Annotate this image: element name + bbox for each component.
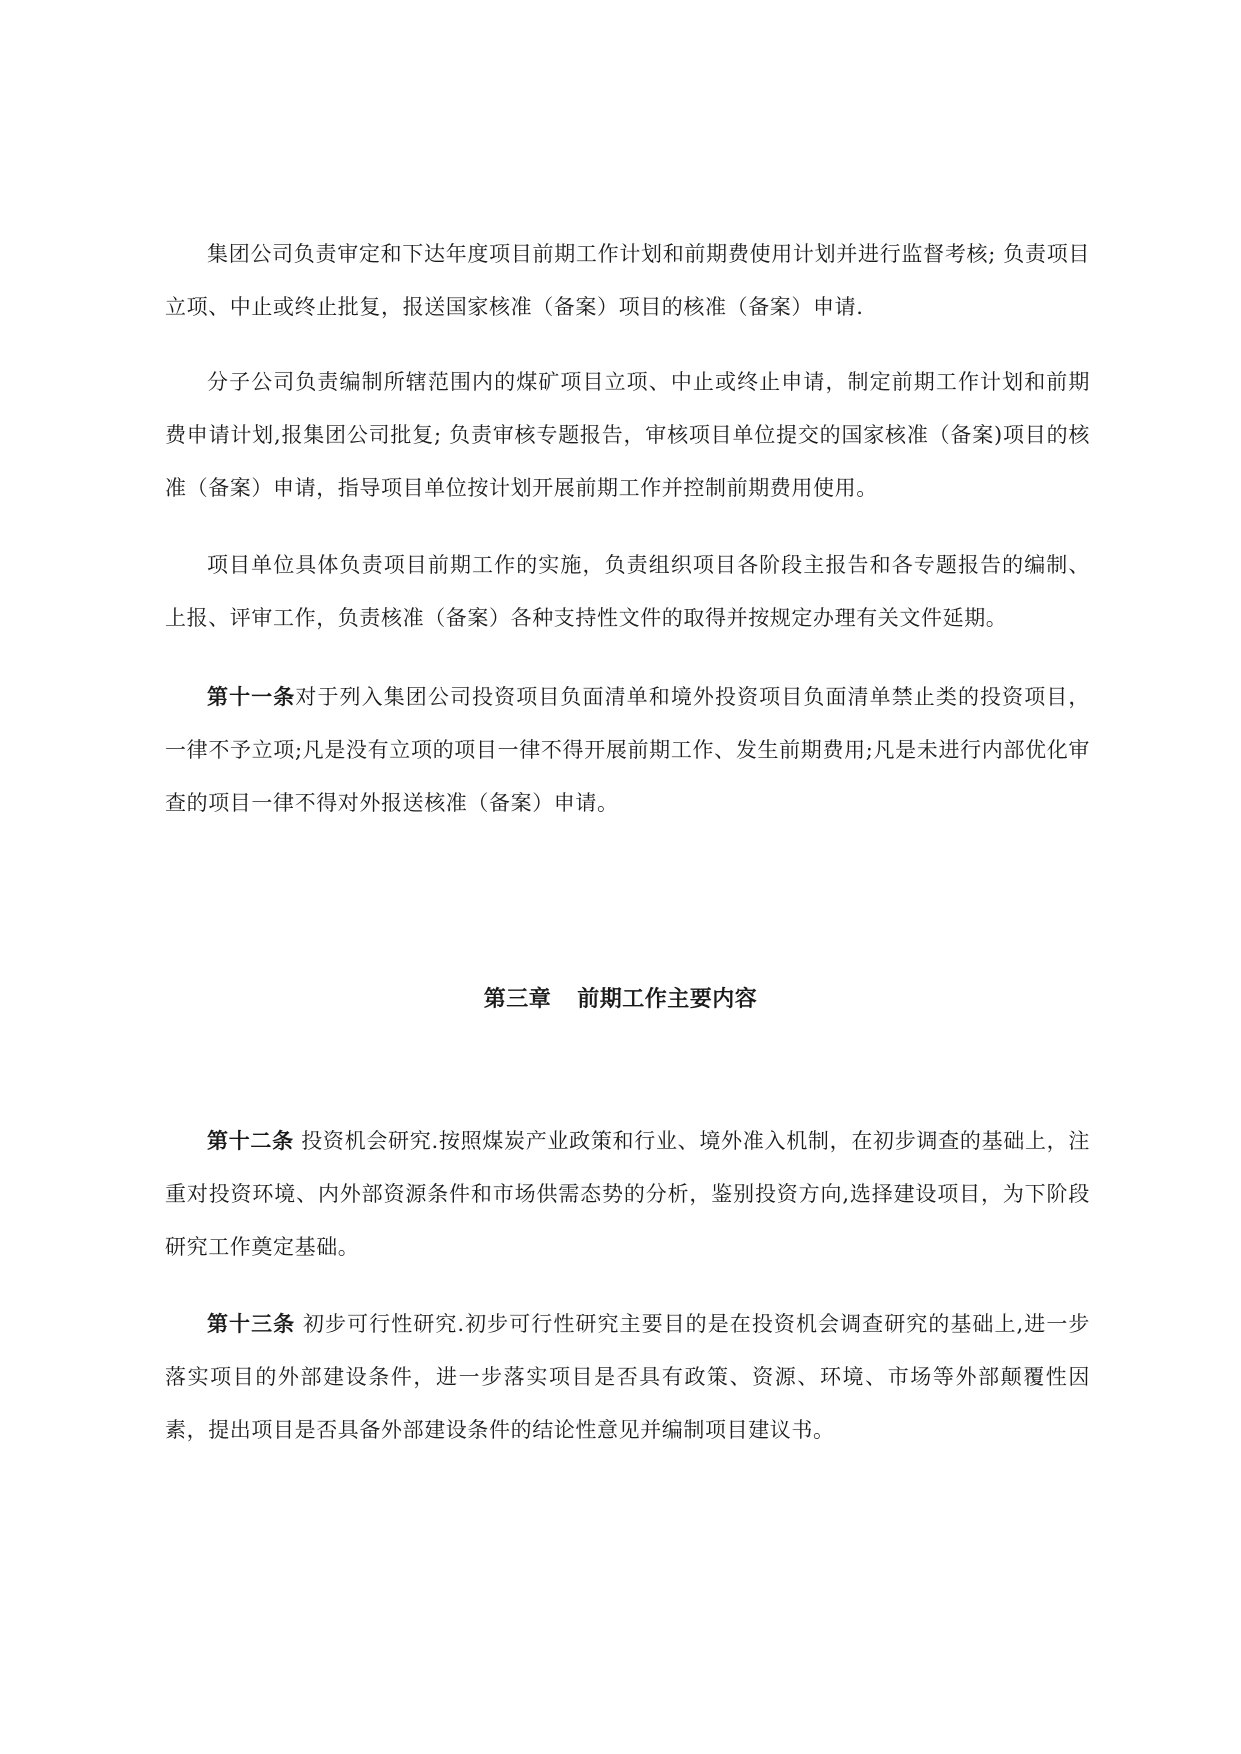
article-number: 第十二条: [207, 1128, 294, 1153]
paragraph-group-responsibilities: [165, 228, 1090, 334]
article-text: 初步可行性研究.初步可行性研究主要目的是在投资机会调查研究的基础上,进一步落实项目的外部建设条件，进一步落实项目是否具有政策、资源、环境、市场等外部颠覆性因素，提出项目是否具备外部建设条件的结论性意见并编制项目建议书。: [165, 1312, 1090, 1442]
article-11: [165, 670, 1090, 830]
paragraph-text: 项目单位具体负责项目前期工作的实施，负责组织项目各阶段主报告和各专题报告的编制、上报、评审工作，负责核准（备案）各种支持性文件的取得并按规定办理有关文件延期。: [165, 553, 1090, 630]
article-13: [165, 1297, 1090, 1457]
article-text: 对于列入集团公司投资项目负面清单和境外投资项目负面清单禁止类的投资项目，一律不予立项;凡是没有立项的项目一律不得开展前期工作、发生前期费用;凡是未进行内部优化审查的项目一律不得对外报送核准（备案）申请。: [165, 685, 1090, 815]
paragraph-text: 分子公司负责编制所辖范围内的煤矿项目立项、中止或终止申请，制定前期工作计划和前期费申请计划,报集团公司批复; 负责审核专题报告，审核项目单位提交的国家核准（备案)项目的核准（备案）申请，指导项目单位按计划开展前期工作并控制前期费用使用。: [165, 370, 1090, 500]
article-12: [165, 1114, 1090, 1274]
article-text: 投资机会研究.按照煤炭产业政策和行业、境外准入机制，在初步调查的基础上，注重对投资环境、内外部资源条件和市场供需态势的分析，鉴别投资方向,选择建设项目，为下阶段研究工作奠定基础。: [165, 1129, 1090, 1259]
paragraph-text: 集团公司负责审定和下达年度项目前期工作计划和前期费使用计划并进行监督考核; 负责项目立项、中止或终止批复，报送国家核准（备案）项目的核准（备案）申请.: [165, 242, 1090, 319]
chapter-heading: [0, 982, 1241, 1013]
article-number: 第十一条: [207, 684, 296, 709]
paragraph-subsidiary-responsibilities: [165, 356, 1090, 515]
chapter-title: 前期工作主要内容: [577, 986, 758, 1012]
chapter-number: 第三章: [483, 986, 552, 1012]
article-number: 第十三条: [207, 1311, 296, 1336]
paragraph-project-unit-responsibilities: [165, 539, 1090, 645]
